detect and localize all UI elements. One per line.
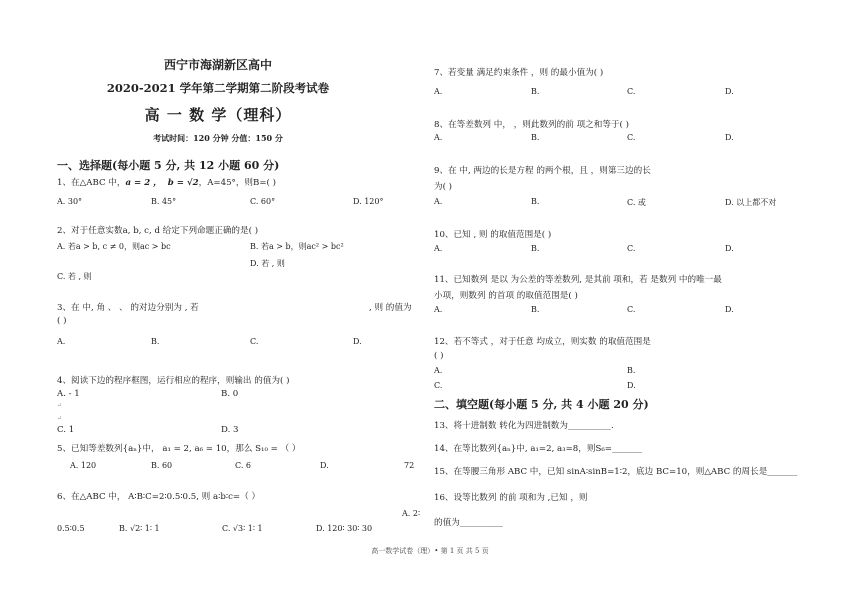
school-name: 西宁市海湖新区高中 — [163, 58, 273, 72]
q9-stem: 9、在 中, 两边的长是方程 的两个根，且 ，则第三边的长 — [434, 166, 651, 176]
q10-option-c: C. — [627, 244, 636, 253]
q11-option-c: C. — [627, 305, 636, 314]
q7-option-a: A. — [434, 87, 443, 96]
q1-stem — [57, 176, 276, 188]
q5-option-b: B. 60 — [151, 461, 173, 470]
q5-stem: 5、已知等差数列{aₙ}中， a₁ = 2, a₆ = 10，那么 S₁₀ = （ ） — [57, 444, 301, 454]
q4-return-mark-2: ↵ — [57, 415, 63, 422]
q6-option-a-head: A. 2∶ — [402, 509, 421, 518]
q8-option-b: B. — [531, 133, 540, 142]
q6-option-d: D. 120∶ 30∶ 30 — [316, 524, 373, 533]
section-choice-title: 一、选择题(每小题 5 分, 共 12 小题 60 分) — [57, 159, 280, 172]
page-footer: 高一数学试卷（理）• 第 1 页 共 5 页 — [371, 547, 489, 555]
q5-option-d-value: 72 — [404, 461, 415, 470]
q3-paren: ( ) — [57, 316, 67, 326]
q10-option-d: D. — [725, 244, 734, 253]
q2-option-c: C. 若 , 则 — [57, 272, 92, 281]
q10-option-b: B. — [531, 244, 540, 253]
q6-stem: 6、在△ABC 中， A∶B∶C=2∶0.5∶0.5, 则 a∶b∶c=（ ） — [57, 492, 261, 502]
q2-option-d: D. 若 , 则 — [250, 259, 285, 268]
q7-option-c: C. — [627, 87, 636, 96]
q1-a-value: a = 2 ， — [125, 178, 162, 188]
q12-stem-line2: ( ) — [434, 351, 444, 361]
q4-option-c: C. 1 — [57, 425, 75, 435]
q12-stem: 12、若不等式 ，对于任意 均成立，则实数 的取值范围是 — [434, 337, 651, 347]
q8-option-d: D. — [725, 133, 734, 142]
q5-option-c: C. 6 — [235, 461, 252, 470]
q4-option-d: D. 3 — [221, 425, 239, 435]
subject-title: 高 一 数 学（理科） — [144, 106, 292, 124]
q16-stem: 16、设等比数列 的前 项和为 ,已知 ，则 — [434, 493, 588, 503]
q7-option-d: D. — [725, 87, 734, 96]
q7-option-b: B. — [531, 87, 540, 96]
q8-stem: 8、在等差数列 中， ，则此数列的前 项之和等于( ) — [434, 120, 629, 130]
q13-stem: 13、将十进制数 转化为四进制数为__________. — [434, 421, 614, 431]
q3-option-d: D. — [353, 337, 362, 346]
section-fill-title: 二、填空题(每小题 5 分, 共 4 小题 20 分) — [434, 398, 649, 411]
exam-time-score: 考试时间：120 分钟 分值：150 分 — [153, 133, 283, 143]
q4-stem: 4、阅读下边的程序框图，运行相应的程序，则输出 的值为( ) — [57, 376, 290, 386]
q16-stem-line2: 的值为__________ — [434, 518, 503, 528]
q1-b-value: b = √2 — [167, 178, 199, 188]
q1-stem-prefix: 1、在△ABC 中， — [57, 178, 126, 188]
q6-option-a-tail: 0.5∶0.5 — [57, 524, 85, 533]
q12-option-b: B. — [627, 366, 636, 375]
q10-option-a: A. — [434, 244, 443, 253]
q3-option-b: B. — [151, 337, 160, 346]
q11-option-a: A. — [434, 305, 443, 314]
q10-stem: 10、已知 , 则 的取值范围是( ) — [434, 230, 552, 240]
q2-option-b: B. 若a > b，则ac² > bc² — [250, 242, 344, 251]
q3-stem-right: , 则 的值为 — [369, 303, 412, 313]
q8-option-c: C. — [627, 133, 636, 142]
exam-title: 2020-2021 学年第二学期第二阶段考试卷 — [106, 81, 330, 95]
q5-option-a: A. 120 — [70, 461, 97, 470]
q11-stem: 11、已知数列 是以 为公差的等差数列, 是其前 项和，若 是数列 中的唯一最 — [434, 275, 722, 285]
q1-option-b: B. 45° — [151, 197, 177, 206]
q11-option-b: B. — [531, 305, 540, 314]
q3-option-c: C. — [250, 337, 259, 346]
q9-stem-line2: 为( ) — [434, 182, 453, 192]
q4-option-b: B. 0 — [221, 389, 239, 399]
q4-option-a: A. - 1 — [57, 389, 80, 399]
q12-option-d: D. — [627, 381, 636, 390]
q2-stem: 2、对于任意实数a, b, c, d 给定下列命题正确的是( ) — [57, 226, 259, 236]
q6-option-b: B. √2∶ 1∶ 1 — [119, 524, 160, 533]
q1-option-c: C. 60° — [250, 197, 276, 206]
q3-option-a: A. — [57, 337, 66, 346]
q6-option-c: C. √3∶ 1∶ 1 — [222, 524, 263, 533]
q15-stem: 15、在等腰三角形 ABC 中，已知 sinA∶sinB=1∶2，底边 BC=10，则△ABC 的周长是_______ — [434, 467, 798, 477]
q5-option-d: D. — [320, 461, 329, 470]
q11-stem-line2: 小项，则数列 的首项 的取值范围是( ) — [434, 291, 578, 301]
q9-option-b: B. — [531, 197, 540, 206]
q1-stem-suffix: ，A=45°，则B=( ) — [198, 178, 276, 188]
q4-return-mark: ↵ — [57, 402, 63, 409]
q1-option-d: D. 120° — [353, 197, 384, 206]
q9-option-a: A. — [434, 197, 443, 206]
q12-option-c: C. — [434, 381, 443, 390]
q14-stem: 14、在等比数列{aₙ}中, a₁=2, a₃=8，则S₆=_______ — [434, 444, 643, 454]
q1-option-a: A. 30° — [57, 197, 83, 206]
q9-option-d: D. 以上都不对 — [725, 198, 777, 207]
q8-option-a: A. — [434, 133, 443, 142]
q9-option-c: C. 或 — [627, 198, 646, 207]
q7-stem: 7、若变量 满足约束条件 ，则 的最小值为( ) — [434, 68, 604, 78]
q12-option-a: A. — [434, 366, 443, 375]
q2-option-a: A. 若a > b, c ≠ 0，则ac > bc — [57, 242, 171, 251]
q11-option-d: D. — [725, 305, 734, 314]
q3-stem: 3、在 中, 角 、 、 的对边分别为 , 若 — [57, 303, 199, 313]
